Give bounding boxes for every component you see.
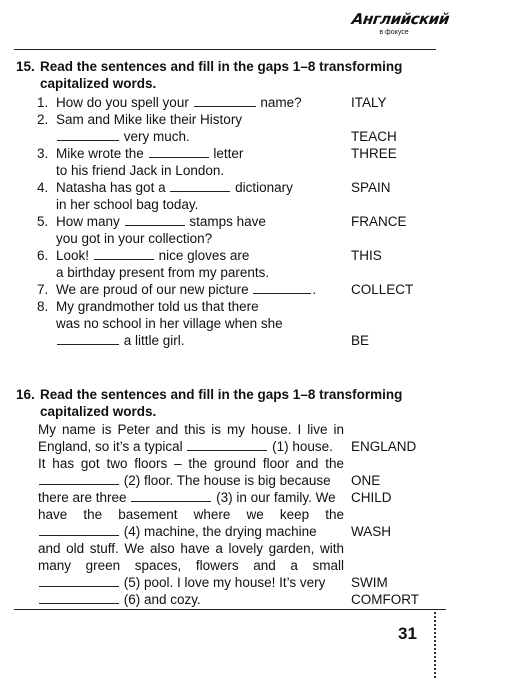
answer-blank[interactable]: [253, 281, 311, 294]
logo-subtitle: в фокусе: [379, 29, 409, 36]
keyword-england: ENGLAND: [351, 439, 417, 454]
page-number: 31: [398, 624, 417, 643]
exercise-15-title: [16, 58, 446, 92]
item-text: Look!: [56, 248, 90, 263]
text-line-5: [38, 489, 336, 506]
keyword-one: ONE: [351, 473, 381, 488]
exercise-16-number: 16.: [16, 387, 35, 402]
keyword-1: ITALY: [351, 95, 387, 110]
item-text: very much.: [123, 129, 190, 144]
answer-blank-2[interactable]: [39, 472, 119, 485]
exercise-16-title-line2: capitalized words.: [40, 404, 157, 419]
exercise-15-item-8: [37, 298, 283, 349]
text-line-8: and old stuff. We also have a lovely garden, with: [38, 541, 344, 556]
item-text: in her school bag today.: [56, 197, 199, 212]
keyword-wash: WASH: [351, 524, 391, 539]
item-number: 1.: [37, 95, 49, 110]
keyword-child: CHILD: [351, 490, 392, 505]
exercise-15-item-7: [37, 281, 316, 298]
text-fragment: (6) and cozy.: [123, 592, 201, 607]
exercise-15-item-1: [37, 94, 302, 111]
answer-blank[interactable]: [149, 145, 209, 158]
text-fragment: (2) floor. The house is big because: [123, 473, 331, 488]
item-text: stamps have: [189, 214, 266, 229]
answer-blank[interactable]: [170, 179, 230, 192]
text-line-9: many green spaces, flowers and a small: [38, 558, 344, 573]
keyword-8: BE: [351, 333, 370, 348]
item-text: you got in your collection?: [56, 231, 213, 246]
answer-blank-3[interactable]: [131, 489, 211, 502]
exercise-15-item-4: [37, 179, 293, 213]
keyword-3: THREE: [351, 146, 397, 161]
text-fragment: (4) machine, the drying machine: [123, 524, 317, 539]
keyword-comfort: COMFORT: [351, 592, 419, 607]
answer-blank[interactable]: [94, 247, 154, 260]
item-number: 7.: [37, 282, 49, 297]
item-text: a birthday present from my parents.: [56, 265, 270, 280]
answer-blank-5[interactable]: [39, 574, 119, 587]
item-text: name?: [260, 95, 302, 110]
item-number: 6.: [37, 248, 49, 263]
item-number: 4.: [37, 180, 49, 195]
footer-rule: [14, 609, 446, 610]
header-rule: [14, 49, 436, 50]
item-text: How many: [56, 214, 120, 229]
text-fragment: (1) house.: [272, 439, 333, 454]
answer-blank[interactable]: [57, 128, 119, 141]
text-line-10: [38, 574, 325, 591]
item-text: My grandmother told us that there: [56, 299, 259, 314]
item-number: 2.: [37, 112, 49, 127]
text-line-1: My name is Peter and this is my house. I live in: [38, 422, 344, 437]
item-number: 8.: [37, 299, 49, 314]
text-fragment: (3) in our family. We: [216, 490, 336, 505]
item-text: letter: [213, 146, 244, 161]
answer-blank[interactable]: [57, 332, 119, 345]
text-line-11: [38, 591, 201, 608]
keyword-2: TEACH: [351, 129, 397, 144]
item-text: .: [312, 282, 317, 297]
item-number: 3.: [37, 146, 49, 161]
exercise-15-title-line2: capitalized words.: [40, 76, 157, 91]
item-text: Mike wrote the: [56, 146, 144, 161]
exercise-15-title-line1: Read the sentences and fill in the gaps 1–8 transforming: [40, 59, 403, 74]
keyword-5: FRANCE: [351, 214, 407, 229]
answer-blank-1[interactable]: [187, 438, 267, 451]
logo-title: Английский: [350, 10, 451, 28]
keyword-6: THIS: [351, 248, 382, 263]
item-text: Natasha has got a: [56, 180, 166, 195]
exercise-15-number: 15.: [16, 59, 35, 74]
item-text: was no school in her village when she: [56, 316, 283, 331]
keyword-7: COLLECT: [351, 282, 414, 297]
textbook-logo: [350, 10, 451, 44]
exercise-16-title: [16, 386, 446, 420]
exercise-15-item-3: [37, 145, 243, 179]
exercise-15-item-6: [37, 247, 269, 281]
item-text: nice gloves are: [158, 248, 250, 263]
text-fragment: England, so it’s a typical: [38, 439, 183, 454]
exercise-15-item-2: [37, 111, 242, 145]
item-text: to his friend Jack in London.: [56, 163, 225, 178]
keyword-4: SPAIN: [351, 180, 391, 195]
dotted-margin-line: [434, 612, 436, 678]
keyword-swim: SWIM: [351, 575, 388, 590]
exercise-15-item-5: [37, 213, 266, 247]
text-line-7: [38, 523, 317, 540]
item-number: 5.: [37, 214, 49, 229]
answer-blank-6[interactable]: [39, 591, 119, 604]
text-line-6: have the basement where we keep the: [38, 507, 344, 522]
text-line-3: It has got two floors – the ground floor and the: [38, 456, 344, 471]
item-text: dictionary: [235, 180, 293, 195]
answer-blank-4[interactable]: [39, 523, 119, 536]
item-text: Sam and Mike like their History: [56, 112, 243, 127]
answer-blank[interactable]: [125, 213, 185, 226]
item-text: a little girl.: [123, 333, 185, 348]
answer-blank[interactable]: [194, 94, 256, 107]
text-fragment: (5) pool. I love my house! It’s very: [123, 575, 326, 590]
item-text: We are proud of our new picture: [56, 282, 249, 297]
text-line-2: [38, 438, 333, 455]
text-fragment: there are three: [38, 490, 127, 505]
item-text: How do you spell your: [56, 95, 189, 110]
text-line-4: [38, 472, 331, 489]
exercise-16-title-line1: Read the sentences and fill in the gaps 1–8 transforming: [40, 387, 403, 402]
